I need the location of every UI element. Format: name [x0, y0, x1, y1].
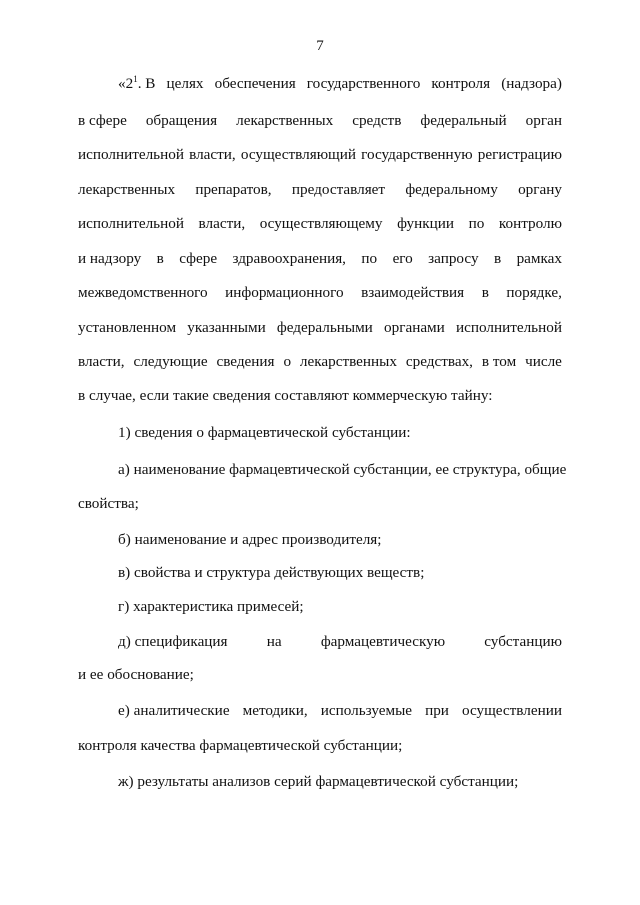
word: контроля — [431, 75, 491, 92]
word: функции — [397, 215, 455, 232]
list-item-e — [118, 701, 562, 721]
word: о — [283, 353, 292, 370]
word: исполнительной — [78, 215, 184, 232]
word: фармацевтическую — [320, 633, 446, 650]
list-item-e-continuation: контроля качества фармацевтической субстанции; — [78, 737, 403, 754]
word: следующие — [133, 353, 208, 370]
word: органу — [518, 181, 562, 198]
word: государственного — [306, 75, 421, 92]
paragraph-line — [78, 249, 562, 269]
paragraph-number: «$2^1$. В — [118, 74, 156, 92]
paragraph-line — [78, 111, 562, 131]
list-item-zh: ж) результаты анализов серий фармацевтической субстанции; — [118, 773, 519, 790]
word: используемые — [320, 702, 413, 719]
word: межведомственного — [78, 284, 208, 301]
word: субстанцию — [484, 633, 562, 650]
word: контролю — [498, 215, 562, 232]
word: органами — [384, 319, 445, 336]
paragraph-line — [78, 180, 562, 200]
word: власти, — [189, 146, 236, 163]
word: лекарственных — [299, 353, 397, 370]
list-item-v: в) свойства и структура действующих веществ; — [118, 564, 425, 581]
word: в — [156, 250, 164, 267]
list-item-d-continuation: и ее обоснование; — [78, 666, 194, 683]
word: в — [493, 250, 502, 267]
word: лекарственных — [78, 181, 176, 198]
paragraph-line — [78, 352, 562, 372]
word: по — [468, 215, 485, 232]
word: исполнительной — [456, 319, 562, 336]
word: указанными — [187, 319, 266, 336]
list-item-d — [118, 632, 562, 652]
word: в том — [481, 353, 517, 370]
word: и надзору — [78, 250, 142, 267]
word: предоставляет — [291, 181, 386, 198]
word: федеральный — [420, 112, 507, 129]
word: средствах, — [405, 353, 473, 370]
paragraph-line — [78, 283, 562, 303]
word: лекарственных — [236, 112, 334, 129]
word: по — [361, 250, 378, 267]
word: государственную — [361, 146, 473, 163]
list-item-b: б) наименование и адрес производителя; — [118, 531, 382, 548]
word: средств — [352, 112, 402, 129]
word: числе — [525, 353, 562, 370]
word: сведения — [216, 353, 275, 370]
paragraph-line — [78, 145, 562, 165]
word: взаимодействия — [361, 284, 465, 301]
word: осуществляющему — [259, 215, 383, 232]
list-item-a-continuation: свойства; — [78, 495, 139, 512]
word: власти, — [78, 353, 125, 370]
word: орган — [525, 112, 562, 129]
word: д) спецификация — [118, 633, 228, 650]
word: федеральными — [276, 319, 373, 336]
word: запросу — [428, 250, 479, 267]
word: целях — [166, 75, 204, 92]
word: обеспечения — [214, 75, 296, 92]
word: регистрацию — [477, 146, 562, 163]
word: установленном — [78, 319, 177, 336]
list-item-a: а) наименование фармацевтической субстанции, ее структура, общие — [118, 461, 567, 478]
word: методики, — [242, 702, 308, 719]
word: сфере — [179, 250, 218, 267]
word: е) аналитические — [118, 702, 230, 719]
word: (надзора) — [501, 75, 562, 92]
paragraph-line: в случае, если такие сведения составляют коммерческую тайну: — [78, 387, 493, 404]
word: его — [392, 250, 413, 267]
word: на — [266, 633, 282, 650]
paragraph-line — [118, 74, 562, 94]
paragraph-line — [78, 214, 562, 234]
list-item-g: г) характеристика примесей; — [118, 598, 304, 615]
word: власти, — [198, 215, 246, 232]
word: осуществляющий — [240, 146, 357, 163]
word: исполнительной — [78, 146, 184, 163]
word: при — [425, 702, 449, 719]
word: здравоохранения, — [232, 250, 346, 267]
word: препаратов, — [195, 181, 272, 198]
word: в — [481, 284, 489, 301]
word: федеральному — [405, 181, 498, 198]
word: порядке, — [506, 284, 562, 301]
word: в сфере — [78, 112, 127, 129]
word: рамках — [516, 250, 562, 267]
word: информационного — [225, 284, 344, 301]
list-item-1: 1) сведения о фармацевтической субстанции: — [118, 424, 411, 441]
paragraph-line — [78, 318, 562, 338]
word: обращения — [145, 112, 218, 129]
word: осуществлении — [461, 702, 562, 719]
page-number: 7 — [316, 38, 324, 54]
